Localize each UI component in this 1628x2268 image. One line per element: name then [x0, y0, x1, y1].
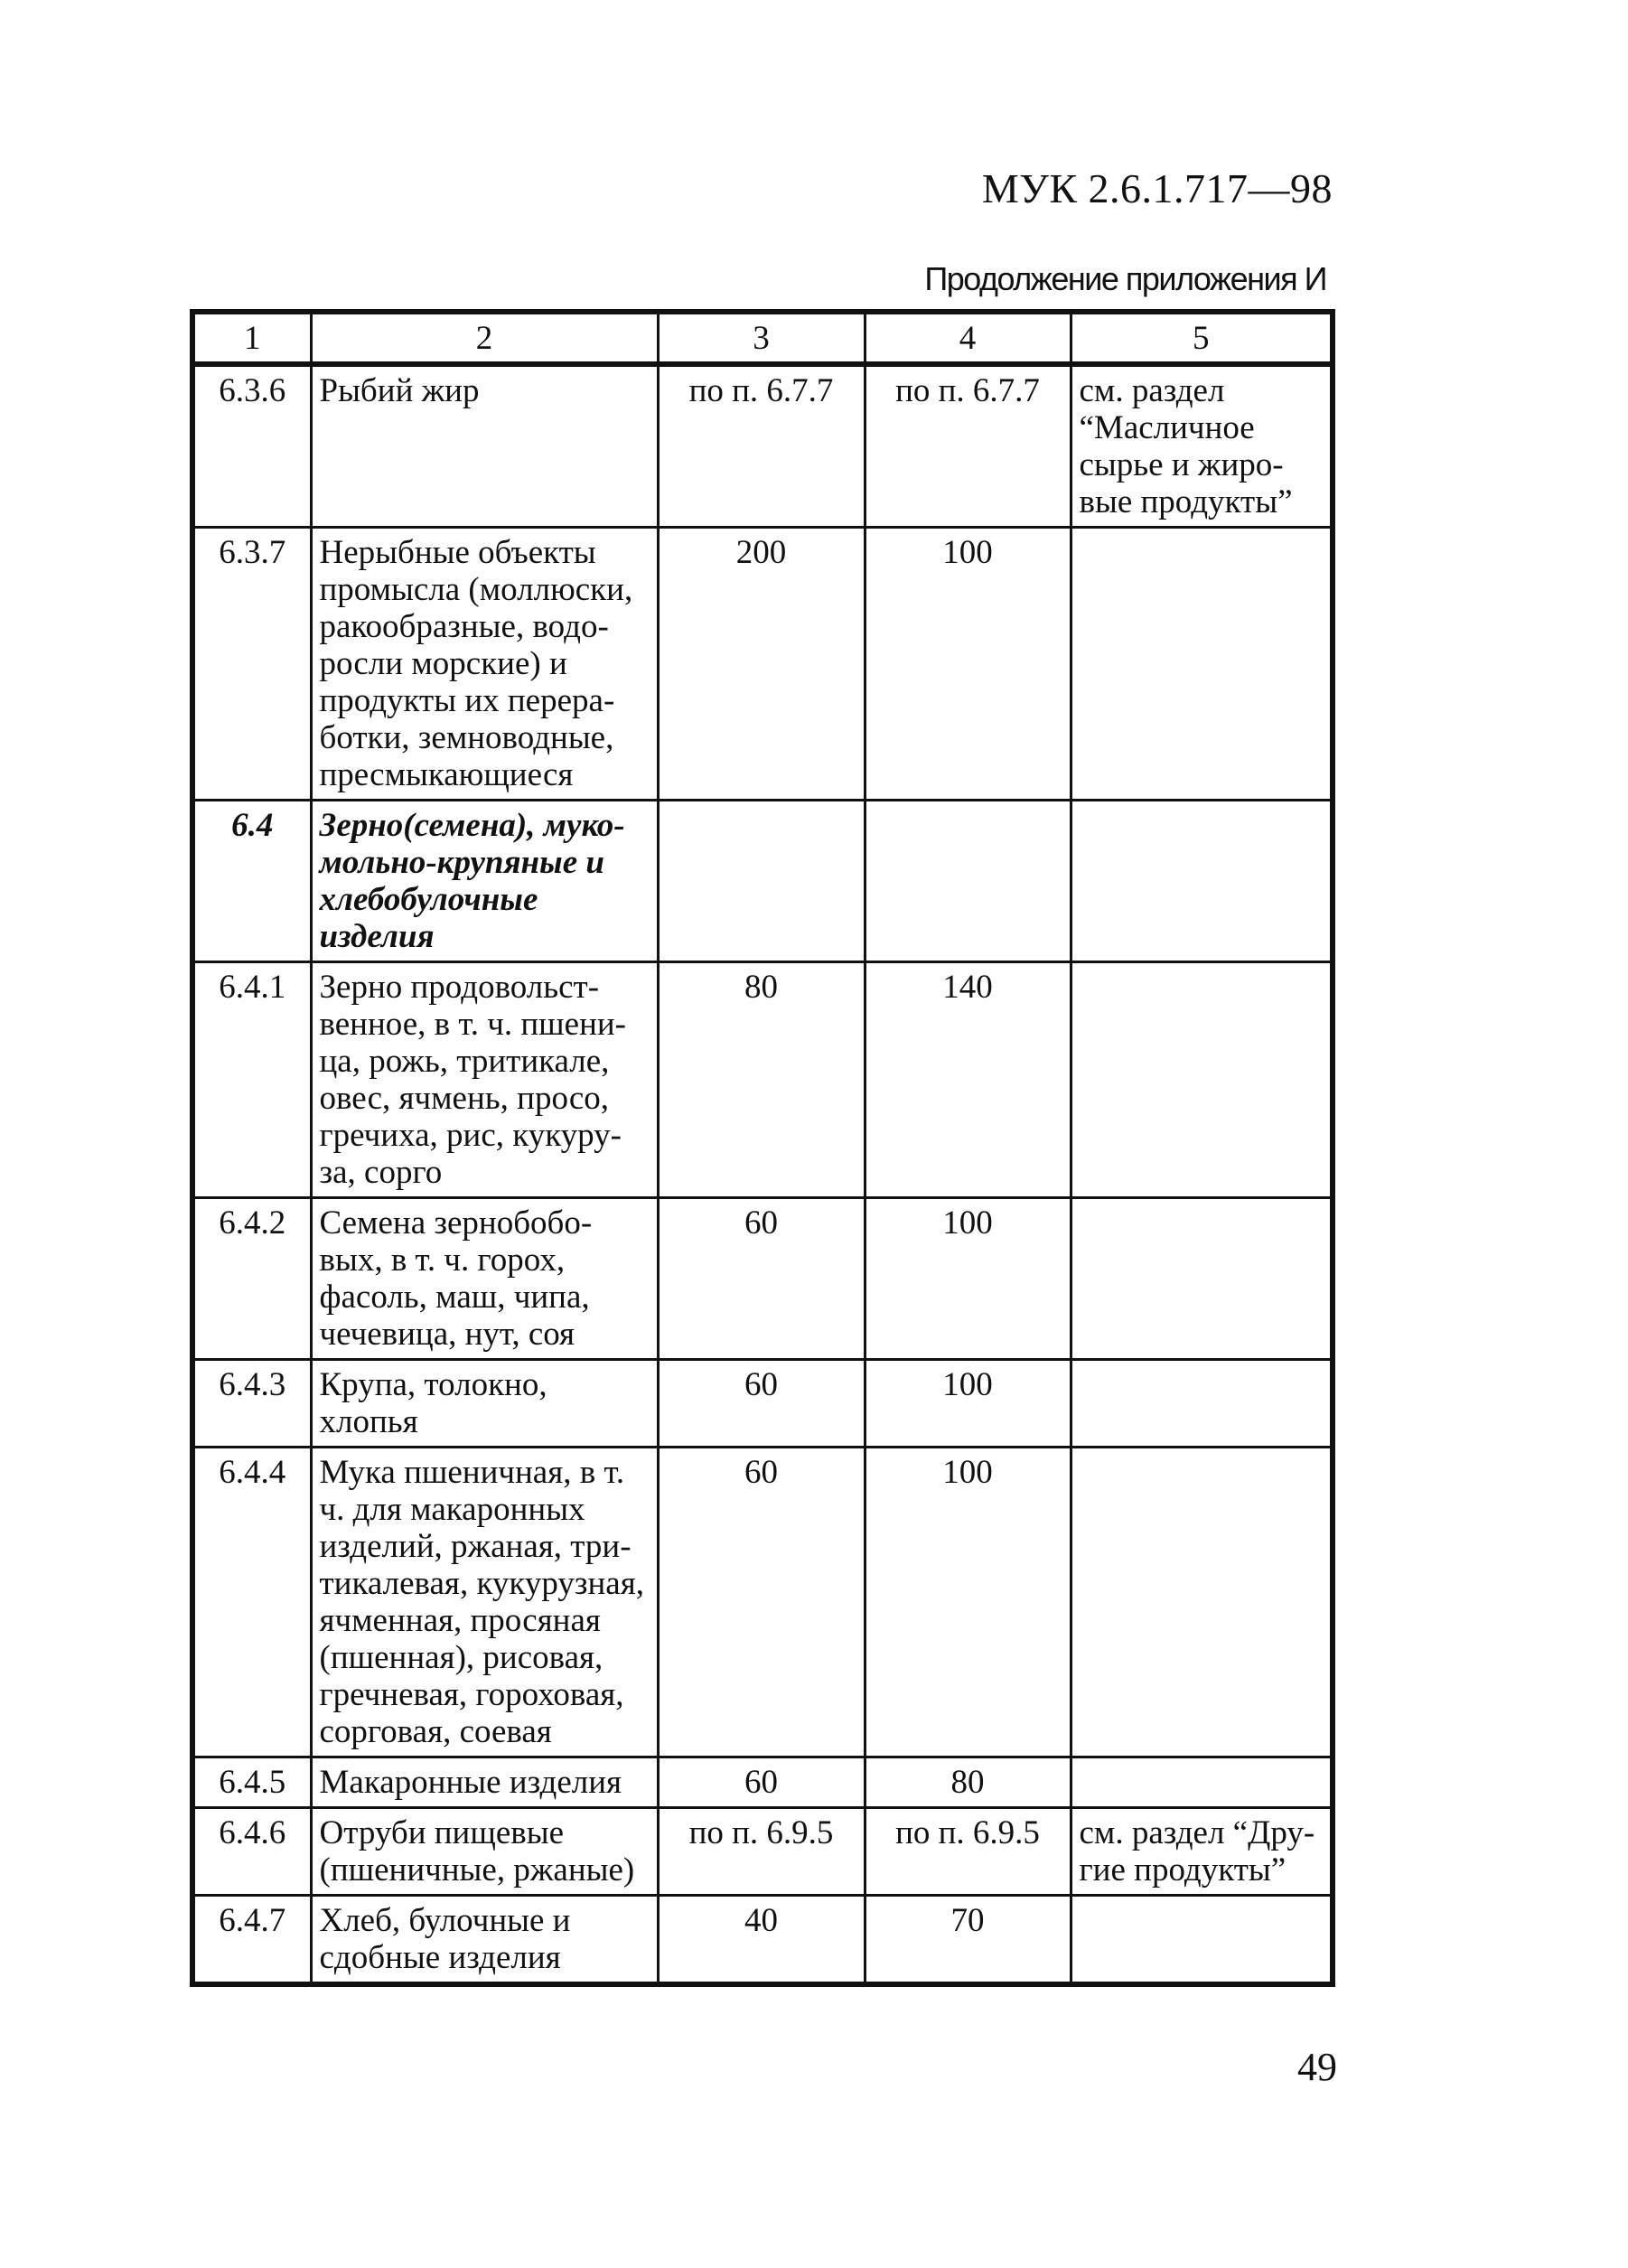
- note-cell: см. раздел “Дру-гие продукты”: [1071, 1808, 1333, 1896]
- note-cell: [1071, 1757, 1333, 1808]
- value-col4-cell: по п. 6.9.5: [865, 1808, 1071, 1896]
- requirements-table: [190, 309, 1335, 1987]
- product-name-cell: Рыбий жир: [311, 364, 658, 528]
- column-header: 5: [1071, 312, 1333, 364]
- note-cell: [1071, 1360, 1333, 1448]
- note-cell: см. раздел “Масличное сырье и жиро-вые продукты”: [1071, 364, 1333, 528]
- value-col4-cell: 100: [865, 1360, 1071, 1448]
- value-col4-cell: 100: [865, 528, 1071, 801]
- note-cell: [1071, 1198, 1333, 1360]
- value-col3-cell: 60: [658, 1360, 865, 1448]
- value-col4-cell: 80: [865, 1757, 1071, 1808]
- value-col3-cell: по п. 6.9.5: [658, 1808, 865, 1896]
- value-col4-cell: по п. 6.7.7: [865, 364, 1071, 528]
- value-col4-cell: 140: [865, 962, 1071, 1198]
- table-row: [192, 962, 1333, 1198]
- value-col3-cell: 60: [658, 1757, 865, 1808]
- value-col3-cell: 200: [658, 528, 865, 801]
- product-name-cell: Мука пшеничная, в т. ч. для макаронных изделий, ржаная, три-тикалевая, кукурузная, ячменная, просяная (пшенная), рисовая, гречневая, гороховая, сорговая, соевая: [311, 1448, 658, 1757]
- column-header: 4: [865, 312, 1071, 364]
- table-row: [192, 1448, 1333, 1757]
- value-col3-cell: 60: [658, 1448, 865, 1757]
- table-row: [192, 528, 1333, 801]
- product-name-cell: Семена зернобобо-вых, в т. ч. горох, фасоль, маш, чипа, чечевица, нут, соя: [311, 1198, 658, 1360]
- table-row: [192, 364, 1333, 528]
- note-cell: [1071, 801, 1333, 962]
- product-name-cell: Зерно продовольст-венное, в т. ч. пшени-ца, рожь, тритикале, овес, ячмень, просо, гречиха, рис, кукуру-за, сорго: [311, 962, 658, 1198]
- item-number-cell: 6.4.1: [192, 962, 311, 1198]
- column-header: 3: [658, 312, 865, 364]
- item-number-cell: 6.4.7: [192, 1896, 311, 1985]
- product-name-cell: Макаронные изделия: [311, 1757, 658, 1808]
- item-number-cell: 6.3.7: [192, 528, 311, 801]
- table-row: [192, 1808, 1333, 1896]
- item-number-cell: 6.4.3: [192, 1360, 311, 1448]
- value-col3-cell: [658, 801, 865, 962]
- table-row: [192, 1896, 1333, 1985]
- product-name-cell: Зерно(семена), муко-мольно-крупяные и хлебобулочные изделия: [311, 801, 658, 962]
- column-header: 2: [311, 312, 658, 364]
- table-section-row: [192, 801, 1333, 962]
- table-body: [192, 312, 1333, 1984]
- item-number-cell: 6.4.2: [192, 1198, 311, 1360]
- value-col3-cell: 60: [658, 1198, 865, 1360]
- item-number-cell: 6.4.4: [192, 1448, 311, 1757]
- product-name-cell: Отруби пищевые (пшеничные, ржаные): [311, 1808, 658, 1896]
- continuation-caption: Продолжение приложения И: [924, 260, 1326, 297]
- table-row: [192, 1198, 1333, 1360]
- value-col4-cell: [865, 801, 1071, 962]
- item-number-cell: 6.4.5: [192, 1757, 311, 1808]
- table-header-row: [192, 312, 1333, 364]
- item-number-cell: 6.4: [192, 801, 311, 962]
- note-cell: [1071, 1896, 1333, 1985]
- column-header: 1: [192, 312, 311, 364]
- value-col4-cell: 100: [865, 1448, 1071, 1757]
- note-cell: [1071, 1448, 1333, 1757]
- item-number-cell: 6.4.6: [192, 1808, 311, 1896]
- note-cell: [1071, 528, 1333, 801]
- note-cell: [1071, 962, 1333, 1198]
- table-row: [192, 1757, 1333, 1808]
- product-name-cell: Крупа, толокно, хлопья: [311, 1360, 658, 1448]
- value-col4-cell: 100: [865, 1198, 1071, 1360]
- value-col3-cell: по п. 6.7.7: [658, 364, 865, 528]
- value-col4-cell: 70: [865, 1896, 1071, 1985]
- item-number-cell: 6.3.6: [192, 364, 311, 528]
- document-code: МУК 2.6.1.717—98: [981, 165, 1333, 211]
- product-name-cell: Нерыбные объекты промысла (моллюски, ракообразные, водо-росли морские) и продукты их перера-ботки, земноводные, пресмыкающиеся: [311, 528, 658, 801]
- table-row: [192, 1360, 1333, 1448]
- value-col3-cell: 40: [658, 1896, 865, 1985]
- page-number: 49: [1297, 2045, 1337, 2089]
- value-col3-cell: 80: [658, 962, 865, 1198]
- product-name-cell: Хлеб, булочные и сдобные изделия: [311, 1896, 658, 1985]
